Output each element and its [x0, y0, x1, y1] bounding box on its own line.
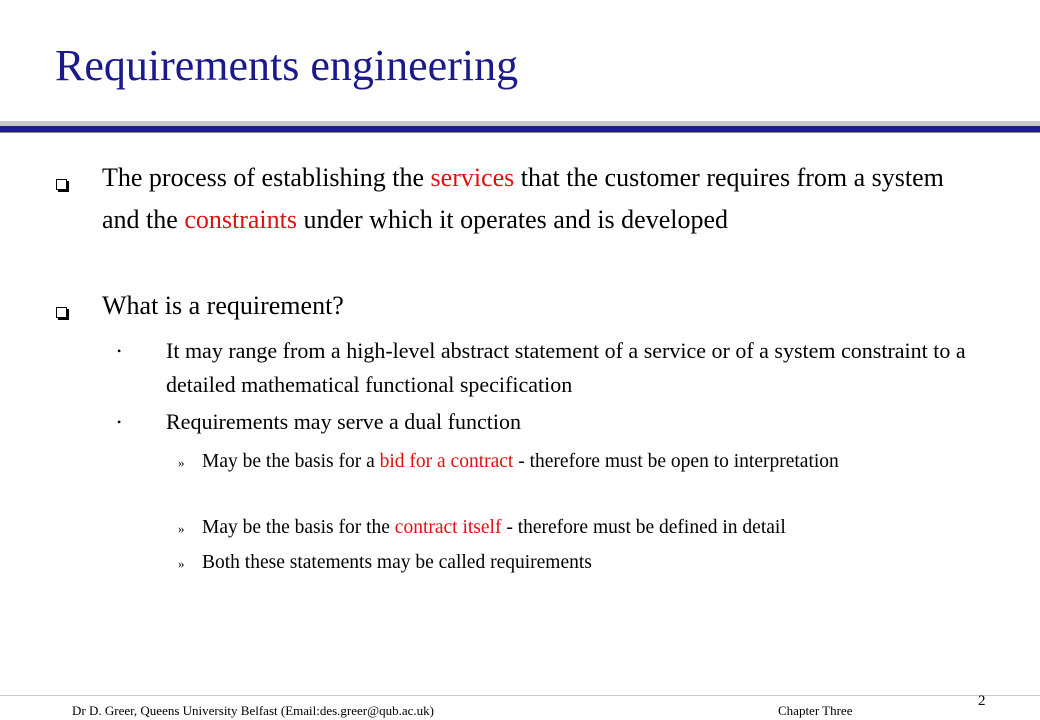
square-bullet-icon	[56, 307, 67, 318]
double-chevron-bullet-icon: »	[178, 521, 185, 536]
text-run: that the customer requires from a system and the	[102, 163, 944, 234]
highlight-services: services	[430, 163, 515, 192]
footer-author: Dr D. Greer, Queens University Belfast (Email:des.greer@qub.ac.uk)	[72, 703, 434, 718]
text-run: May be the basis for a	[202, 451, 380, 472]
footer-divider	[0, 695, 1040, 696]
sub-sub-bullet-contract	[202, 513, 982, 543]
bullet-what-is-requirement: What is a requirement?	[102, 291, 344, 320]
square-bullet-icon	[56, 179, 67, 190]
double-chevron-bullet-icon: »	[178, 455, 185, 470]
dot-bullet-icon: •	[117, 415, 122, 429]
text-run: - therefore must be defined in detail	[501, 517, 786, 538]
sub-bullet-range: It may range from a high-level abstract statement of a service or of a system constraint to a detailed mathematical functional specification	[166, 338, 966, 397]
slide-title: Requirements engineering	[55, 41, 519, 90]
text-run: under which it operates and is developed	[296, 205, 728, 234]
bullet-process-definition	[102, 157, 972, 241]
footer-chapter: Chapter Three	[778, 703, 853, 718]
highlight-contract-itself: contract itself	[394, 517, 502, 538]
sub-sub-bullet-bid	[202, 447, 982, 477]
double-chevron-bullet-icon: »	[178, 556, 185, 571]
page-number: 2	[978, 693, 986, 709]
text-run: The process of establishing the	[102, 163, 431, 192]
sub-sub-bullet-both: Both these statements may be called requirements	[202, 552, 592, 573]
sub-bullet-dual-function: Requirements may serve a dual function	[166, 409, 521, 434]
text-run: May be the basis for the	[202, 517, 395, 538]
title-rule-edge	[0, 132, 1040, 133]
highlight-constraints: constraints	[184, 205, 297, 234]
text-run: - therefore must be open to interpretation	[513, 451, 839, 472]
highlight-bid-for-contract: bid for a contract	[379, 451, 514, 472]
dot-bullet-icon: •	[117, 344, 122, 358]
